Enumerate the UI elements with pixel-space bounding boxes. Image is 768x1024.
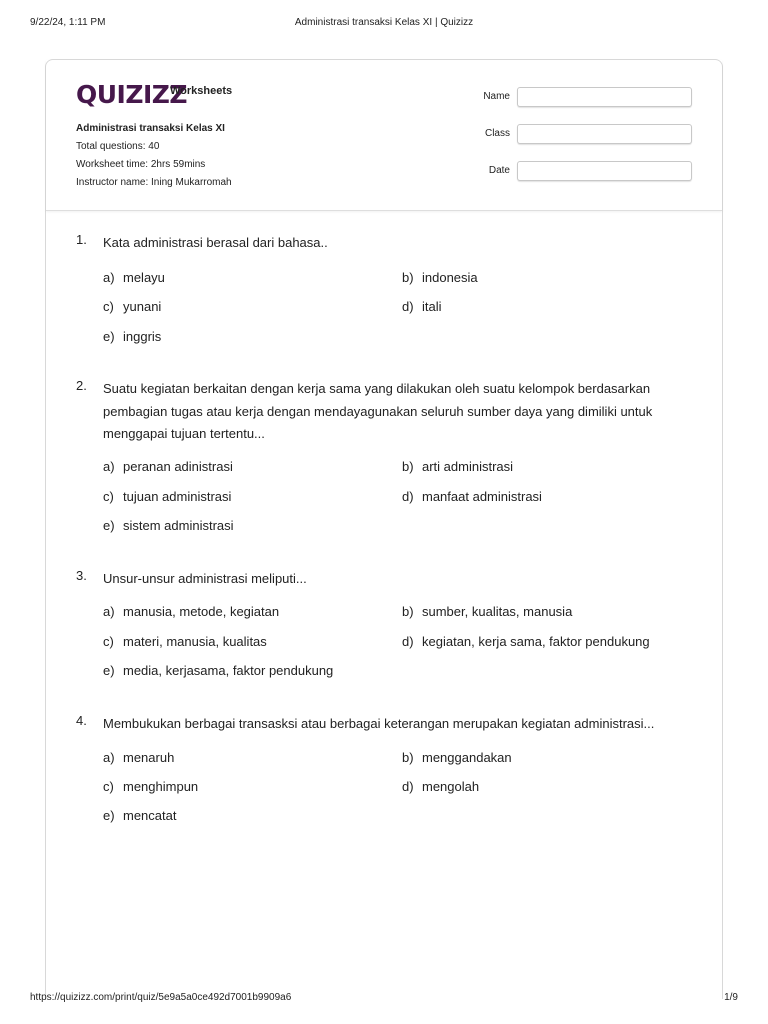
option-b bbox=[402, 270, 478, 285]
question-number: 1. bbox=[76, 232, 87, 247]
option-letter: b) bbox=[402, 604, 414, 619]
option-letter: d) bbox=[402, 489, 414, 504]
option-d bbox=[402, 489, 542, 504]
question-text: Suatu kegiatan berkaitan dengan kerja sama yang dilakukan oleh suatu kelompok berdasarkan pembagian tugas atau kerja dengan mendayagunakan seluruh sumber daya yang dimiliki untuk menggapai tujuan tertentu... bbox=[103, 381, 653, 441]
print-header bbox=[30, 17, 738, 31]
option-letter: c) bbox=[103, 779, 114, 794]
option-text: indonesia bbox=[422, 270, 478, 285]
option-c bbox=[103, 299, 161, 314]
option-text: sistem administrasi bbox=[123, 518, 234, 533]
option-letter: a) bbox=[103, 270, 115, 285]
option-text: peranan adinistrasi bbox=[123, 459, 233, 474]
option-letter: a) bbox=[103, 750, 115, 765]
option-letter: d) bbox=[402, 634, 414, 649]
option-letter: e) bbox=[103, 663, 115, 678]
option-e bbox=[103, 663, 333, 678]
option-d bbox=[402, 299, 442, 314]
question-text: Membukukan berbagai transasksi atau berbagai keterangan merupakan kegiatan administrasi... bbox=[103, 716, 655, 731]
print-datetime: 9/22/24, 1:11 PM bbox=[30, 17, 106, 28]
question-text: Kata administrasi berasal dari bahasa.. bbox=[103, 235, 328, 250]
logo-subtitle: Worksheets bbox=[170, 85, 233, 97]
option-text: melayu bbox=[123, 270, 165, 285]
print-footer bbox=[30, 992, 738, 1006]
worksheet-meta bbox=[76, 120, 232, 192]
option-text: kegiatan, kerja sama, faktor pendukung bbox=[422, 634, 650, 649]
option-e bbox=[103, 518, 234, 533]
option-text: itali bbox=[422, 299, 442, 314]
class-field[interactable] bbox=[517, 124, 692, 144]
option-letter: c) bbox=[103, 489, 114, 504]
option-text: manfaat administrasi bbox=[422, 489, 542, 504]
option-a bbox=[103, 604, 279, 619]
option-letter: c) bbox=[103, 634, 114, 649]
total-questions: Total questions: 40 bbox=[76, 141, 160, 152]
worksheet-title: Administrasi transaksi Kelas XI bbox=[76, 123, 225, 134]
option-b bbox=[402, 750, 512, 765]
option-letter: b) bbox=[402, 459, 414, 474]
instructor-name: Instructor name: Ining Mukarromah bbox=[76, 177, 232, 188]
option-b bbox=[402, 604, 572, 619]
option-c bbox=[103, 489, 231, 504]
option-letter: a) bbox=[103, 604, 115, 619]
option-d bbox=[402, 634, 650, 649]
question-text: Unsur-unsur administrasi meliputi... bbox=[103, 571, 307, 586]
option-letter: d) bbox=[402, 299, 414, 314]
option-b bbox=[402, 459, 513, 474]
date-field[interactable] bbox=[517, 161, 692, 181]
option-text: mencatat bbox=[123, 808, 177, 823]
option-text: menggandakan bbox=[422, 750, 512, 765]
option-e bbox=[103, 329, 161, 344]
date-label: Date bbox=[488, 165, 510, 176]
name-field[interactable] bbox=[517, 87, 692, 107]
option-text: menaruh bbox=[123, 750, 175, 765]
question-number: 2. bbox=[76, 378, 87, 393]
option-text: materi, manusia, kualitas bbox=[123, 634, 267, 649]
option-text: arti administrasi bbox=[422, 459, 514, 474]
option-letter: b) bbox=[402, 750, 414, 765]
option-letter: b) bbox=[402, 270, 414, 285]
option-text: inggris bbox=[123, 329, 162, 344]
option-e bbox=[103, 808, 176, 823]
option-letter: e) bbox=[103, 808, 115, 823]
option-c bbox=[103, 634, 267, 649]
name-label: Name bbox=[483, 91, 510, 102]
option-c bbox=[103, 779, 198, 794]
option-letter: d) bbox=[402, 779, 414, 794]
option-text: media, kerjasama, faktor pendukung bbox=[123, 663, 334, 678]
question-number: 3. bbox=[76, 568, 87, 583]
option-letter: e) bbox=[103, 329, 115, 344]
option-text: manusia, metode, kegiatan bbox=[123, 604, 280, 619]
worksheet-sheet bbox=[45, 59, 723, 999]
option-letter: e) bbox=[103, 518, 115, 533]
option-letter: c) bbox=[103, 299, 114, 314]
print-url[interactable]: https://quizizz.com/print/quiz/5e9a5a0ce492d7001b9909a6 bbox=[30, 992, 292, 1003]
worksheet-header bbox=[46, 60, 722, 211]
option-a bbox=[103, 270, 165, 285]
option-a bbox=[103, 750, 174, 765]
option-text: tujuan administrasi bbox=[123, 489, 232, 504]
option-letter: a) bbox=[103, 459, 115, 474]
quizizz-logo: QUIZIZZ bbox=[76, 80, 188, 109]
option-d bbox=[402, 779, 479, 794]
option-text: sumber, kualitas, manusia bbox=[422, 604, 573, 619]
option-text: mengolah bbox=[422, 779, 480, 794]
worksheet-time: Worksheet time: 2hrs 59mins bbox=[76, 159, 206, 170]
class-label: Class bbox=[484, 128, 510, 139]
print-page-number: 1/9 bbox=[724, 992, 738, 1003]
option-a bbox=[103, 459, 233, 474]
option-text: yunani bbox=[123, 299, 162, 314]
option-text: menghimpun bbox=[123, 779, 199, 794]
print-page-title: Administrasi transaksi Kelas XI | Quizizz bbox=[294, 17, 474, 28]
question-number: 4. bbox=[76, 713, 87, 728]
